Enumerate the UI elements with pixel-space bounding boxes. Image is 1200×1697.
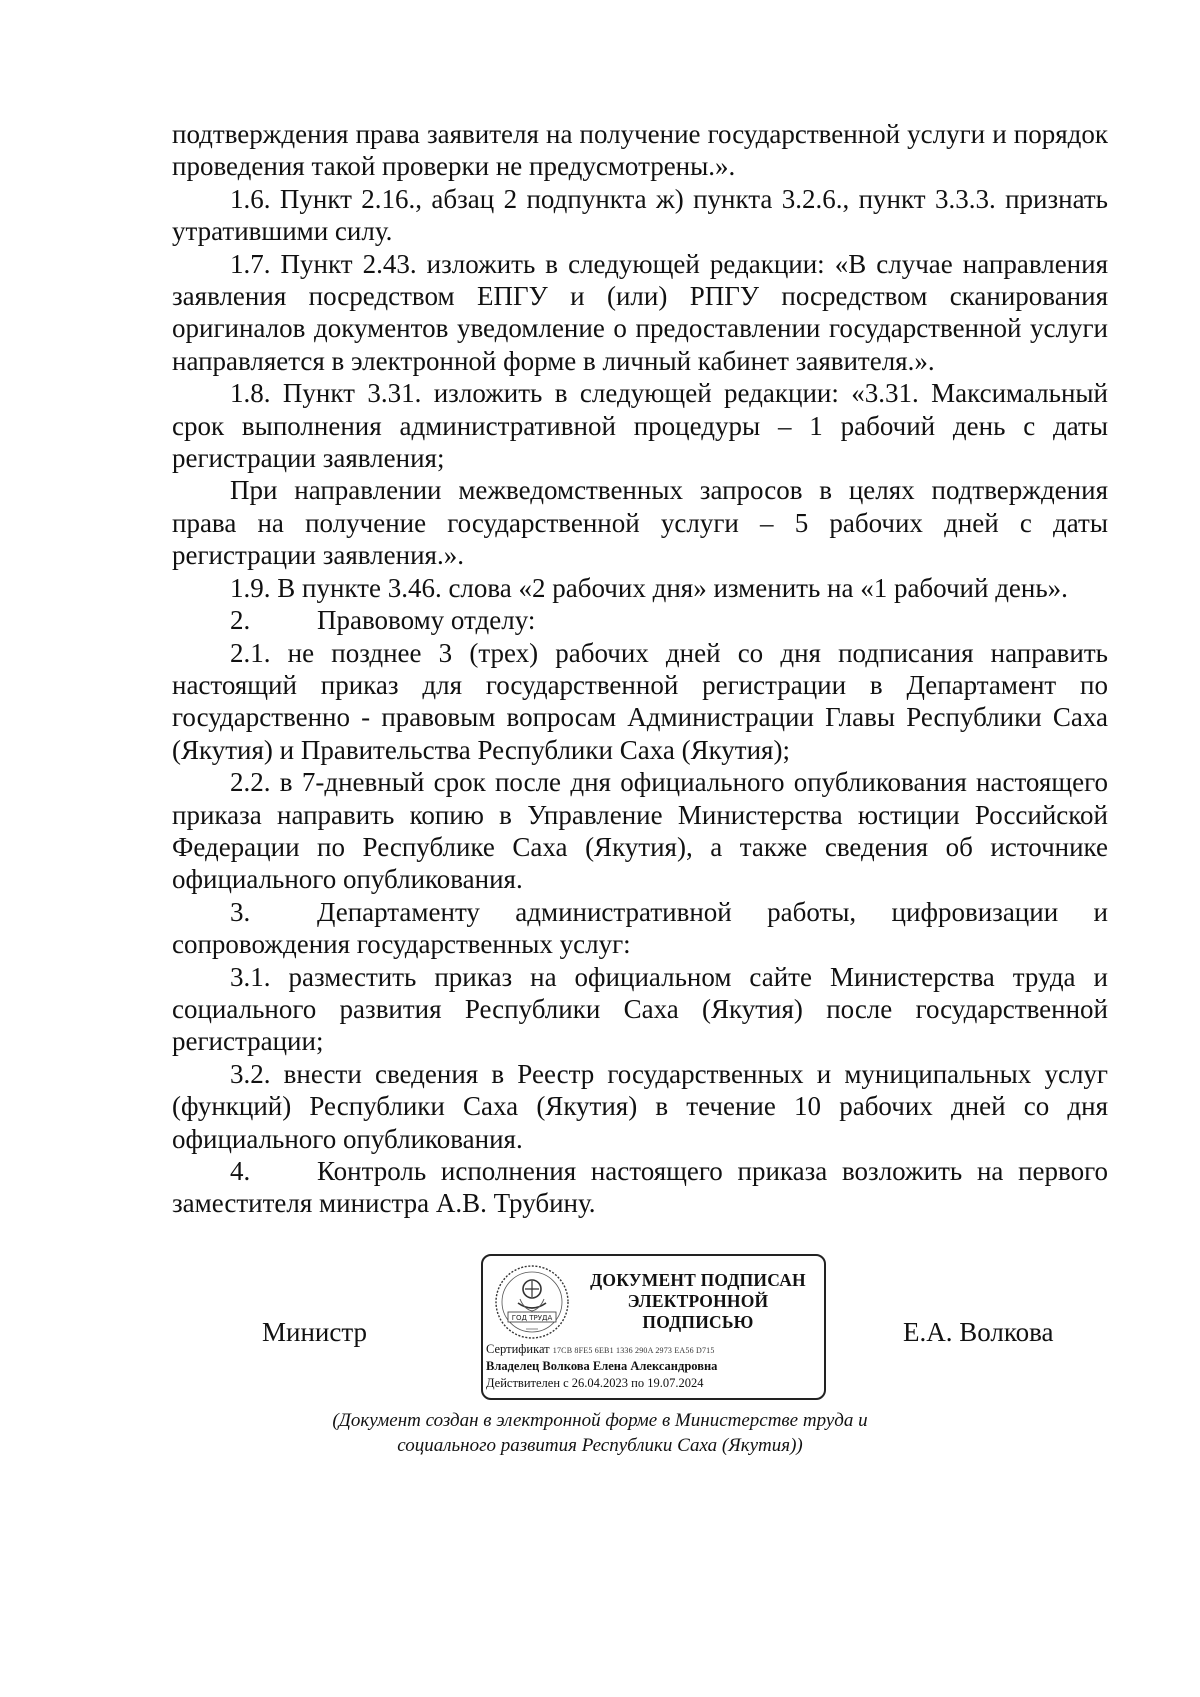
emblem-caption: ГОД ТРУДА [511,1314,553,1322]
paragraph-item-1-7: 1.7. Пункт 2.43. изложить в следующей редакции: «В случае направления заявления посредством ЕПГУ и (или) РПГУ посредством сканирования оригиналов документов уведомление о предоставлении государственной услуги направляется в электронной форме в личный кабинет заявителя.». [172,248,1108,376]
stamp-owner: Владелец Волкова Елена Александровна [486,1359,718,1373]
paragraph-item-1-8-continued: При направлении межведомственных запросов в целях подтверждения права на получение государственной услуги – 5 рабочих дней с даты регистрации заявления.». [172,475,1108,571]
stamp-title-line2: ЭЛЕКТРОННОЙ ПОДПИСЬЮ [627,1291,769,1332]
stamp-title [578,1270,818,1333]
paragraph-item-1-9: 1.9. В пункте 3.46. слова «2 рабочих дня» изменить на «1 рабочий день». [230,572,1068,603]
paragraph-item-2 [172,604,1108,636]
item-number: 2. [230,605,251,636]
electronic-signature-stamp [481,1254,826,1400]
stamp-certificate [486,1342,822,1358]
document-body [172,118,1108,1220]
signer-role: Министр [262,1317,367,1347]
paragraph-item-3-1: 3.1. разместить приказ на официальном сайте Министерства труда и социального развития Республики Саха (Якутия) после государственной регистрации; [172,961,1108,1057]
paragraph-item-2-1: 2.1. не позднее 3 (трех) рабочих дней со дня подписания направить настоящий приказ для государственной регистрации в Департамент по государственно - правовым вопросам Администрации Главы Республики Саха (Якутия) и Правительства Республики Саха (Якутия); [172,637,1108,765]
paragraph-item-4 [172,1155,1108,1220]
footnote-line2: социального развития Республики Саха (Якутия)) [397,1435,803,1456]
certificate-number: 17CB 8FE5 6EB1 1336 290A 2973 EA56 D715 [552,1346,715,1355]
paragraph-item-2-2: 2.2. в 7-дневный срок после дня официального опубликования настоящего приказа направить копию в Управление Министерства юстиции Российской Федерации по Республике Саха (Якутия), а также сведения об источнике официального опубликования. [172,767,1108,895]
item-text: Контроль исполнения настоящего приказа возложить на первого заместителя министра А.В. Трубину. [172,1156,1108,1219]
stamp-validity: Действителен с 26.04.2023 по 19.07.2024 [486,1376,704,1390]
paragraph-item-3 [172,896,1108,961]
year-of-labor-emblem-icon [492,1263,572,1341]
paragraph-item-1-8: 1.8. Пункт 3.31. изложить в следующей редакции: «3.31. Максимальный срок выполнения административной процедуры – 1 рабочий день с даты регистрации заявления; [172,378,1108,474]
signer-name: Е.А. Волкова [903,1317,1054,1347]
stamp-title-line1: ДОКУМЕНТ ПОДПИСАН [590,1270,806,1290]
footnote [250,1408,950,1458]
certificate-label: Сертификат [486,1342,550,1356]
item-number: 3. [230,896,251,927]
item-text: Правовому отделу: [317,605,536,636]
item-number: 4. [230,1156,251,1186]
paragraph-continuation: подтверждения права заявителя на получение государственной услуги и порядок проведения такой проверки не предусмотрены.». [172,119,1108,182]
footnote-line1: (Документ создан в электронной форме в Министерстве труда и [332,1410,868,1431]
paragraph-item-3-2: 3.2. внести сведения в Реестр государственных и муниципальных услуг (функций) Республики Саха (Якутия) в течение 10 рабочих дней со дня официального опубликования. [172,1058,1108,1154]
signature-block [0,1254,1200,1414]
paragraph-item-1-6: 1.6. Пункт 2.16., абзац 2 подпункта ж) пункта 3.2.6., пункт 3.3.3. признать утратившими силу. [172,183,1108,247]
item-text: Департаменту административной работы, цифровизации и сопровождения государственных услуг: [172,896,1108,960]
